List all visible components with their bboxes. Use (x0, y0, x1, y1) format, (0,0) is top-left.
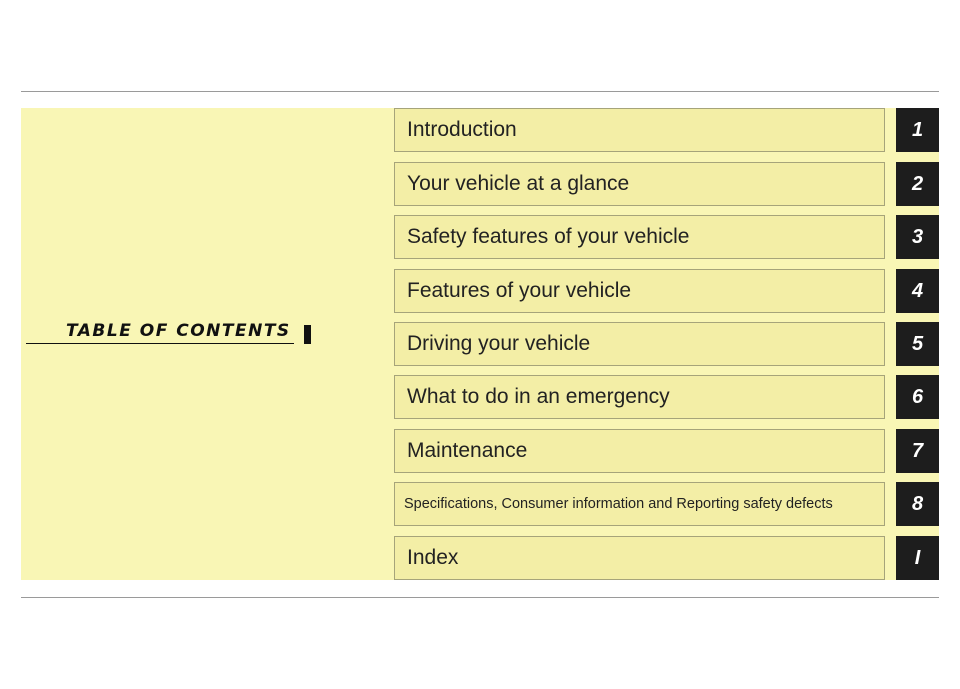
toc-item-label[interactable]: What to do in an emergency (394, 375, 885, 419)
toc-heading (26, 321, 311, 345)
chapter-tab[interactable]: 6 (896, 375, 939, 419)
toc-item-vehicle-at-a-glance[interactable] (394, 162, 939, 206)
chapter-tab[interactable]: I (896, 536, 939, 580)
chapter-tab[interactable]: 8 (896, 482, 939, 526)
toc-item-maintenance[interactable] (394, 429, 939, 473)
chapter-tab[interactable]: 5 (896, 322, 939, 366)
toc-item-introduction[interactable] (394, 108, 939, 152)
toc-item-label[interactable]: Introduction (394, 108, 885, 152)
chapter-tab[interactable]: 4 (896, 269, 939, 313)
toc-item-features[interactable] (394, 269, 939, 313)
chapter-tab[interactable]: 2 (896, 162, 939, 206)
toc-heading-text: TABLE OF CONTENTS (66, 321, 291, 341)
chapter-tab[interactable]: 7 (896, 429, 939, 473)
toc-item-specifications[interactable] (394, 482, 939, 526)
toc-item-label[interactable]: Safety features of your vehicle (394, 215, 885, 259)
toc-item-safety-features[interactable] (394, 215, 939, 259)
chapter-tab[interactable]: 1 (896, 108, 939, 152)
toc-item-label[interactable]: Maintenance (394, 429, 885, 473)
toc-item-label[interactable]: Your vehicle at a glance (394, 162, 885, 206)
toc-item-label[interactable]: Specifications, Consumer information and Reporting safety defects (394, 482, 885, 526)
chapter-tab[interactable]: 3 (896, 215, 939, 259)
toc-item-index[interactable] (394, 536, 939, 580)
toc-item-emergency[interactable] (394, 375, 939, 419)
toc-item-label[interactable]: Driving your vehicle (394, 322, 885, 366)
toc-item-label[interactable]: Features of your vehicle (394, 269, 885, 313)
bottom-divider (21, 597, 939, 598)
toc-item-label[interactable]: Index (394, 536, 885, 580)
toc-item-driving[interactable] (394, 322, 939, 366)
toc-heading-marker (304, 325, 311, 344)
top-divider (21, 91, 939, 92)
toc-heading-underline (26, 343, 294, 344)
